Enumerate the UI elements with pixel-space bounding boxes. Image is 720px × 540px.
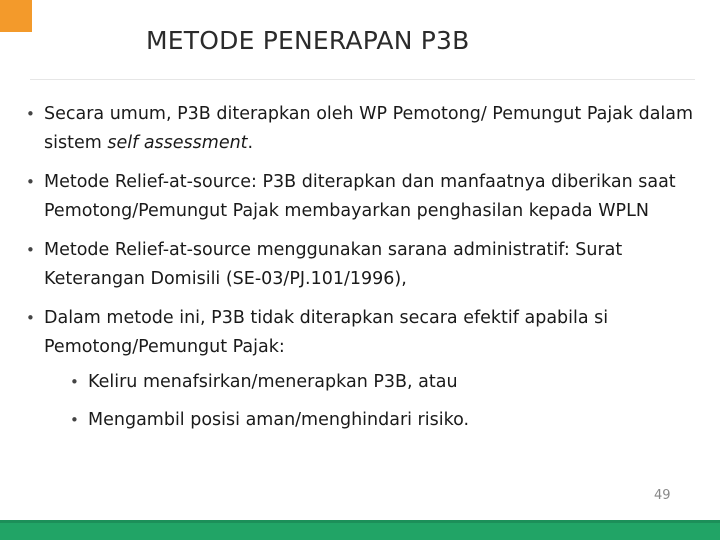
bullet-list [26,100,706,444]
bullet-icon: • [26,105,35,123]
bullet-text-end: . [247,133,254,153]
bullet-text: Secara umum, P3B diterapkan oleh WP Pemotong/ Pemungut Pajak dalam sistem [44,104,694,153]
sub-bullet-text: Keliru menafsirkan/menerapkan P3B, atau [88,372,458,392]
bullet-item-2 [26,168,706,226]
sub-bullet-item-2 [70,406,630,435]
footer-bar [0,520,720,540]
page-number: 49 [654,488,671,503]
bullet-item-3 [26,236,706,294]
bullet-item-1 [26,100,706,158]
footer-bar-shade [0,520,720,523]
title-divider [30,79,695,80]
bullet-icon: • [26,241,35,259]
slide-title: METODE PENERAPAN P3B [146,26,470,55]
sub-bullet-item-1 [70,368,630,397]
bullet-icon: • [26,309,35,327]
corner-accent [0,0,32,32]
bullet-text-emphasis: self assessment [107,133,248,153]
sub-bullet-text: Mengambil posisi aman/menghindari risiko. [88,410,470,430]
bullet-item-4 [26,304,706,435]
bullet-icon: • [70,411,79,429]
bullet-text: Dalam metode ini, P3B tidak diterapkan secara efektif apabila si Pemotong/Pemungut Pajak: [44,308,609,357]
sub-bullet-list [70,368,630,435]
bullet-text: Metode Relief-at-source menggunakan sarana administratif: Surat Keterangan Domisili (SE-03/PJ.101/1996), [44,240,623,289]
bullet-text: Metode Relief-at-source: P3B diterapkan dan manfaatnya diberikan saat Pemotong/Pemungut Pajak membayarkan penghasilan kepada WPLN [44,172,676,221]
bullet-icon: • [26,173,35,191]
bullet-icon: • [70,373,79,391]
